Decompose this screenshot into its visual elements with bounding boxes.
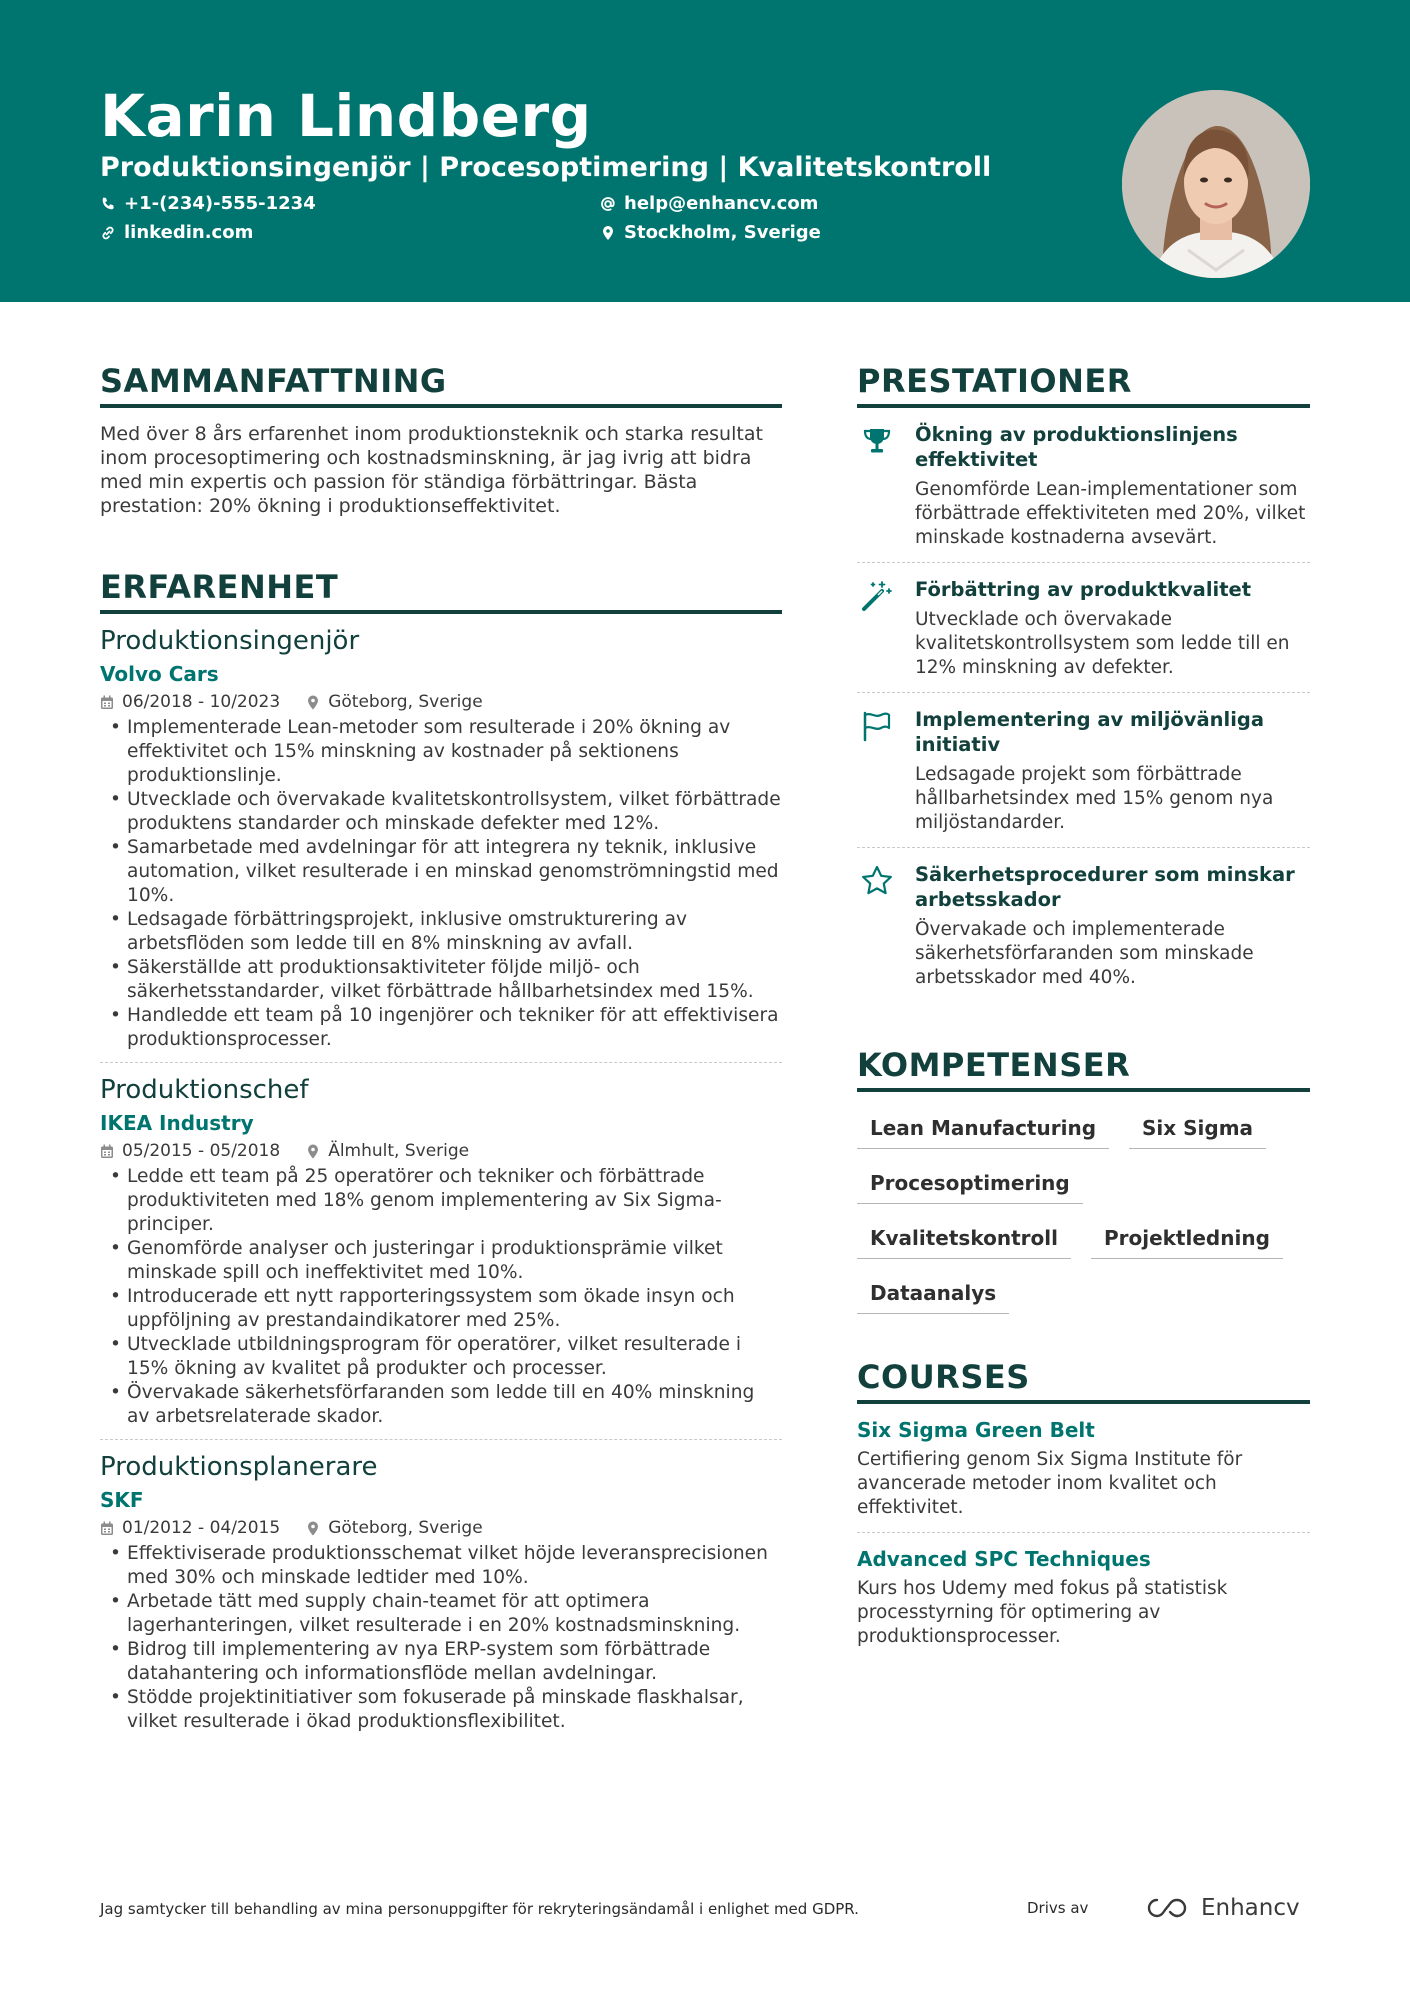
achievements-list: [857, 408, 1310, 1002]
brand-logo[interactable]: [1147, 1895, 1300, 1921]
course-desc: Certifiering genom Six Sigma Institute för avancerade metoder inom kvalitet och effektivitet.: [857, 1449, 1243, 1518]
list-item: • Genomförde analyser och justeringar i produktionsprämie vilket minskade spill och ineffektivitet med 10%.: [100, 1237, 782, 1285]
location-pin-icon: [306, 695, 320, 710]
enhancv-logo-icon: [1147, 1896, 1193, 1920]
right-column: [857, 362, 1310, 1661]
job-company: Volvo Cars: [100, 662, 219, 686]
summary-heading: SAMMANFATTNING: [100, 362, 782, 408]
achievement-title: Ökning av produktionslinjens effektivitet: [915, 423, 1238, 471]
calendar-icon: [100, 695, 114, 710]
achievement-title: Säkerhetsprocedurer som minskar arbetsskador: [915, 863, 1295, 911]
summary-text: Med över 8 års erfarenhet inom produktionsteknik och starka resultat inom procesoptimering och kostnadsminskning, är jag ivrig att bidra med min expertis och passion för ständiga förbättringar. Bästa prestation: 20% ökning i produktionseffektivitet.: [100, 423, 763, 517]
list-item: • Utvecklade och övervakade kvalitetskontrollsystem, vilket förbättrade produktens standarder och minskade defekter med 12%.: [100, 788, 782, 836]
job-location-text: Göteborg, Sverige: [328, 692, 483, 712]
job-meta: [100, 1518, 782, 1538]
job-dates: [100, 1141, 280, 1161]
skill-tag: Kvalitetskontroll: [857, 1222, 1071, 1259]
star-icon-svg: [860, 864, 894, 898]
achievement-desc: Övervakade och implementerade säkerhetsförfaranden som minskade arbetsskador med 40%.: [915, 919, 1254, 988]
achievement-desc: Utvecklade och övervakade kvalitetskontrollsystem som ledde till en 12% minskning av defekter.: [915, 609, 1290, 678]
star-icon: [857, 862, 897, 990]
course-title: Advanced SPC Techniques: [857, 1547, 1151, 1571]
achievement-item: [857, 563, 1310, 693]
linkedin-text: linkedin.com: [124, 222, 254, 243]
list-item: • Övervakade säkerhetsförfaranden som ledde till en 40% minskning av arbetsrelaterade skador.: [100, 1381, 782, 1429]
skills-heading: KOMPETENSER: [857, 1046, 1310, 1092]
calendar-icon: [100, 1144, 114, 1159]
job-location: [306, 1141, 469, 1161]
course-desc: Kurs hos Udemy med fokus på statistisk processtyrning för optimering av produktionsprocesser.: [857, 1578, 1228, 1647]
list-item: • Handledde ett team på 10 ingenjörer och tekniker för att effektivisera produktionsprocesser.: [100, 1004, 782, 1052]
at-icon: [600, 196, 616, 212]
course-item: [857, 1533, 1310, 1661]
location-pin-icon: [306, 1144, 320, 1159]
trophy-icon: [857, 422, 897, 550]
job-bullets: [100, 1542, 782, 1734]
email-text: help@enhancv.com: [624, 193, 819, 214]
list-item: • Effektiviserade produktionsschemat vilket höjde leveransprecisionen med 30% och minskade ledtider med 10%.: [100, 1542, 782, 1590]
job-bullets: [100, 1165, 782, 1429]
calendar-icon: [100, 1521, 114, 1536]
achievement-title: Implementering av miljövänliga initiativ: [915, 708, 1265, 756]
magic-wand-icon: [857, 577, 897, 680]
achievements-heading: PRESTATIONER: [857, 362, 1310, 408]
location-pin-icon: [600, 225, 616, 241]
contact-linkedin[interactable]: [100, 222, 253, 243]
skill-tag: Dataanalys: [857, 1277, 1009, 1314]
powered-by-label: Drivs av: [1027, 1899, 1089, 1917]
job-entry: [100, 1452, 782, 1744]
job-location-text: Älmhult, Sverige: [328, 1141, 470, 1161]
list-item: • Introducerade ett nytt rapporteringssystem som ökade insyn och uppföljning av prestandaindikatorer med 25%.: [100, 1285, 782, 1333]
list-item: • Stödde projektinitiativer som fokuserade på minskade flaskhalsar, vilket resulterade i ökad produktionsflexibilitet.: [100, 1686, 782, 1734]
job-bullets: [100, 716, 782, 1052]
achievement-item: [857, 408, 1310, 563]
list-item: • Implementerade Lean-metoder som resulterade i 20% ökning av effektivitet och 15% minskning av kostnader på sektionens produktionslinje.: [100, 716, 782, 788]
skill-tag: Six Sigma: [1129, 1112, 1266, 1149]
list-item: • Säkerställde att produktionsaktiviteter följde miljö- och säkerhetsstandarder, vilket förbättrade hållbarhetsindex med 15%.: [100, 956, 782, 1004]
job-location: [306, 1518, 482, 1538]
candidate-name: Karin Lindberg: [100, 82, 592, 150]
candidate-headline: Produktionsingenjör | Procesoptimering | Kvalitetskontroll: [100, 152, 992, 183]
skill-tag: Procesoptimering: [857, 1167, 1083, 1204]
trophy-icon-svg: [860, 424, 894, 458]
job-title: Produktionschef: [100, 1075, 309, 1105]
experience-heading: ERFARENHET: [100, 568, 782, 614]
job-entry: [100, 626, 782, 1063]
list-item: • Arbetade tätt med supply chain-teamet för att optimera lagerhanteringen, vilket resulterade i en 20% kostnadsminskning.: [100, 1590, 782, 1638]
job-dates-text: 06/2018 - 10/2023: [122, 692, 281, 712]
contact-phone[interactable]: [100, 193, 316, 214]
achievement-desc: Ledsagade projekt som förbättrade hållbarhetsindex med 15% genom nya miljöstandarder.: [915, 764, 1274, 833]
flag-icon: [857, 707, 897, 835]
skills-list: [857, 1112, 1310, 1314]
job-company: SKF: [100, 1488, 144, 1512]
phone-icon: [100, 196, 116, 212]
job-dates-text: 05/2015 - 05/2018: [122, 1141, 281, 1161]
contact-email[interactable]: [600, 193, 818, 214]
job-title: Produktionsingenjör: [100, 626, 360, 656]
skill-tag: Lean Manufacturing: [857, 1112, 1109, 1149]
list-item: • Samarbetade med avdelningar för att integrera ny teknik, inklusive automation, vilket resulterade i en minskad genomströmningstid med 10%.: [100, 836, 782, 908]
job-title: Produktionsplanerare: [100, 1452, 378, 1482]
list-item: • Bidrog till implementering av nya ERP-system som förbättrade datahantering och informationsflöde mellan avdelningar.: [100, 1638, 782, 1686]
link-icon: [100, 225, 116, 241]
gdpr-consent: Jag samtycker till behandling av mina personuppgifter för rekryteringsändamål i enlighet med GDPR.: [100, 1900, 859, 1918]
experience-list: [100, 626, 782, 1744]
list-item: • Utvecklade utbildningsprogram för operatörer, vilket resulterade i 15% ökning av kvalitet på produkter och processer.: [100, 1333, 782, 1381]
profile-photo: [1122, 90, 1310, 278]
courses-list: [857, 1404, 1310, 1661]
flag-icon-svg: [860, 709, 894, 743]
achievement-desc: Genomförde Lean-implementationer som förbättrade effektiviteten med 20%, vilket minskade kostnaderna avsevärt.: [915, 479, 1306, 548]
contact-location: [600, 222, 821, 243]
brand-name: Enhancv: [1201, 1895, 1300, 1921]
list-item: • Ledde ett team på 25 operatörer och tekniker och förbättrade produktiviteten med 18% genom implementering av Six Sigma-principer.: [100, 1165, 782, 1237]
course-title: Six Sigma Green Belt: [857, 1418, 1095, 1442]
skill-tag: Projektledning: [1091, 1222, 1283, 1259]
job-location: [306, 692, 482, 712]
courses-heading: COURSES: [857, 1358, 1310, 1404]
resume-header: [0, 0, 1410, 302]
list-item: • Ledsagade förbättringsprojekt, inklusive omstrukturering av arbetsflöden som ledde till en 8% minskning av avfall.: [100, 908, 782, 956]
location-text: Stockholm, Sverige: [624, 222, 821, 243]
job-dates: [100, 692, 280, 712]
avatar: [1122, 90, 1310, 278]
job-meta: [100, 1141, 782, 1161]
achievement-title: Förbättring av produktkvalitet: [915, 578, 1252, 601]
magic-wand-icon-svg: [860, 579, 894, 613]
course-item: [857, 1404, 1310, 1533]
job-location-text: Göteborg, Sverige: [328, 1518, 483, 1538]
job-meta: [100, 692, 782, 712]
job-company: IKEA Industry: [100, 1111, 254, 1135]
achievement-item: [857, 693, 1310, 848]
left-column: [100, 362, 782, 1756]
location-pin-icon: [306, 1521, 320, 1536]
achievement-item: [857, 848, 1310, 1002]
phone-text: +1-(234)-555-1234: [124, 193, 316, 214]
job-entry: [100, 1075, 782, 1440]
job-dates-text: 01/2012 - 04/2015: [122, 1518, 281, 1538]
job-dates: [100, 1518, 280, 1538]
